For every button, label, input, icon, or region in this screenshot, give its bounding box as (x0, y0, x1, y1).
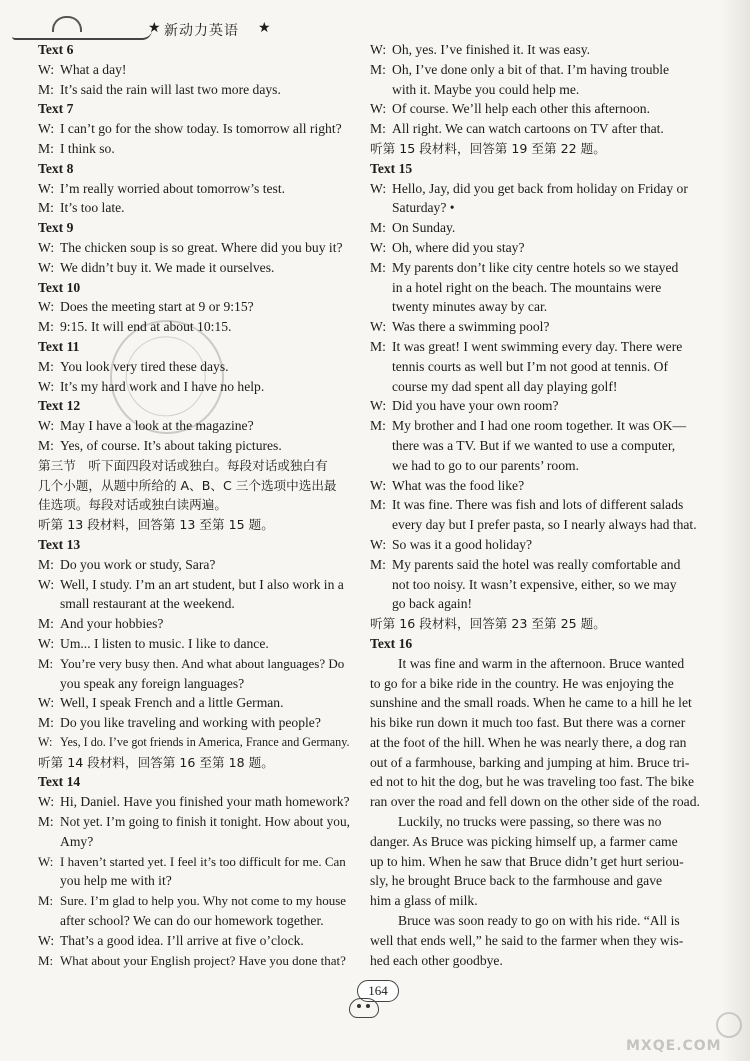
text-line (370, 317, 712, 337)
line-text: Um... I listen to music. I like to dance. (60, 635, 269, 651)
text-line (38, 198, 350, 218)
speaker-label: M: (38, 358, 54, 374)
text-line (38, 832, 350, 852)
text-line (370, 594, 712, 614)
text-line (38, 555, 350, 575)
speaker-label: W: (38, 734, 53, 749)
line-text: to go for a bike ride in the country. He was enjoying the (370, 675, 674, 691)
line-text: Text 8 (38, 160, 74, 176)
speaker-label: M: (370, 556, 386, 572)
line-text: Of course. We’ll help each other this afternoon. (392, 101, 650, 117)
line-text: with it. Maybe you could help me. (392, 81, 580, 97)
text-line (370, 297, 712, 317)
text-heading (38, 159, 350, 179)
text-line (38, 297, 350, 317)
line-text: My parents don’t like city centre hotels so we stayed (392, 259, 679, 275)
text-line (370, 713, 712, 733)
line-text: That’s a good idea. I’ll arrive at five o’clock. (60, 932, 304, 948)
line-text: there was a TV. But if we wanted to use a computer, (392, 437, 676, 453)
page-number-mascot (345, 980, 405, 1020)
text-line (38, 792, 350, 812)
star-icon: ★ (148, 21, 161, 36)
speaker-label: W: (370, 42, 387, 57)
text-line (38, 317, 350, 337)
speaker-label: M: (370, 259, 386, 275)
speaker-label: W: (38, 794, 55, 810)
speaker-label: M: (370, 61, 386, 77)
text-line (370, 891, 712, 911)
speaker-label: W: (38, 121, 55, 137)
line-text: Do you work or study, Sara? (60, 556, 216, 572)
speaker-label: M: (38, 140, 54, 156)
line-text: Sure. I’m glad to help you. Why not come to my house (60, 893, 347, 909)
line-text: What about your English project? Have you done that? (60, 952, 346, 968)
text-line (370, 377, 712, 397)
mascot-icon (349, 998, 379, 1018)
line-text: Did you have your own room? (392, 398, 559, 414)
line-text: All right. We can watch cartoons on TV after that. (392, 121, 664, 137)
section-instruction (370, 139, 712, 159)
section-instruction (370, 614, 712, 634)
text-line (370, 60, 712, 80)
line-text: We didn’t buy it. We made it ourselves. (60, 259, 275, 275)
speaker-label: M: (38, 814, 54, 830)
text-heading (38, 99, 350, 119)
line-text: What a day! (60, 61, 127, 77)
line-text: not too noisy. It wasn’t expensive, either, so we may (392, 576, 677, 592)
text-line (38, 931, 350, 951)
speaker-label: W: (38, 418, 55, 434)
line-text: well that ends well,” he said to the farmer when they wis- (370, 932, 684, 948)
text-heading (370, 159, 712, 179)
line-text: What was the food like? (392, 477, 525, 493)
text-line (38, 179, 350, 199)
text-line (38, 911, 350, 931)
text-line (38, 871, 350, 891)
line-text: So was it a good holiday? (392, 536, 533, 552)
text-line (370, 753, 712, 773)
speaker-label: W: (38, 695, 55, 711)
text-line (38, 891, 350, 911)
text-heading (370, 634, 712, 654)
line-text: Saturday? • (392, 200, 455, 216)
section-instruction (38, 495, 350, 515)
line-text: May I have a look at the magazine? (60, 418, 254, 434)
line-text: Text 6 (38, 42, 74, 57)
line-text: small restaurant at the weekend. (60, 596, 235, 612)
line-text: 几个小题，从题中所给的 A、B、C 三个选项中选出最 (38, 477, 337, 493)
line-text: It’s said the rain will last two more days. (60, 81, 281, 97)
speaker-label: W: (370, 398, 387, 414)
line-text: his bike run down it much too fast. But there was a corner (370, 715, 686, 731)
line-text: Does the meeting start at 9 or 9:15? (60, 299, 254, 315)
line-text: danger. As Bruce was picking himself up, a farmer came (370, 833, 678, 849)
line-text: It was fine and warm in the afternoon. Bruce wanted (398, 655, 685, 671)
line-text: Do you like traveling and working with people? (60, 715, 321, 731)
speaker-label: M: (38, 200, 54, 216)
line-text: in a hotel right on the beach. The mountains were (392, 279, 662, 295)
text-line (38, 713, 350, 733)
text-line (370, 812, 712, 832)
text-line (38, 575, 350, 595)
page-edge (722, 0, 750, 1061)
text-line (370, 792, 712, 812)
text-line (370, 515, 712, 535)
line-text: tennis courts as well but I’m not good at tennis. Of (392, 358, 668, 374)
speaker-label: M: (38, 319, 54, 335)
line-text: hed each other goodbye. (370, 952, 503, 968)
watermark-text: MXQE.COM (626, 1038, 722, 1054)
line-text: Well, I speak French and a little German. (60, 695, 284, 711)
line-text: Text 9 (38, 220, 74, 236)
line-text: Was there a swimming pool? (392, 319, 550, 335)
speaker-label: M: (38, 893, 54, 909)
line-text: I think so. (60, 140, 115, 156)
speaker-label: M: (38, 81, 54, 97)
line-text: My parents said the hotel was really comfortable and (392, 556, 681, 572)
text-line (38, 674, 350, 694)
watermark-logo-icon (716, 1012, 742, 1038)
text-line (370, 495, 712, 515)
text-heading (38, 772, 350, 792)
text-line (370, 99, 712, 119)
speaker-label: M: (38, 655, 54, 671)
speaker-label: W: (38, 61, 55, 77)
speaker-label: W: (38, 932, 55, 948)
text-line (370, 218, 712, 238)
text-line (38, 436, 350, 456)
text-line (370, 258, 712, 278)
text-line (370, 871, 712, 891)
line-text: sunshine and the small roads. When he came to a hill he let (370, 695, 692, 711)
line-text: It’s my hard work and I have no help. (60, 378, 265, 394)
line-text: Text 7 (38, 101, 74, 117)
speaker-label: W: (38, 239, 55, 255)
text-line (38, 80, 350, 100)
section-instruction (38, 753, 350, 773)
line-text: every day but I prefer pasta, so I nearly always had that. (392, 517, 697, 533)
line-text: Hello, Jay, did you get back from holiday on Friday or (392, 180, 688, 196)
star-icon: ★ (258, 21, 271, 36)
speaker-label: M: (370, 220, 386, 236)
text-line (38, 654, 350, 674)
speaker-label: M: (370, 418, 386, 434)
header-decoration-icon (12, 30, 152, 40)
line-text: Bruce was soon ready to go on with his ride. “All is (398, 913, 680, 929)
line-text: I’m really worried about tomorrow’s test. (60, 180, 285, 196)
speaker-label: M: (38, 437, 54, 453)
line-text: It’s too late. (60, 200, 125, 216)
line-text: Text 15 (370, 160, 413, 176)
section-instruction (38, 515, 350, 535)
text-line (38, 634, 350, 654)
line-text: Oh, yes. I’ve finished it. It was easy. (392, 42, 591, 57)
line-text: Text 11 (38, 338, 80, 354)
line-text: you speak any foreign languages? (60, 675, 245, 691)
text-line (370, 555, 712, 575)
text-line (370, 357, 712, 377)
line-text: course my dad spent all day playing golf! (392, 378, 618, 394)
text-line (370, 674, 712, 694)
speaker-label: W: (370, 239, 387, 255)
text-line (38, 614, 350, 634)
book-title: 新动力英语 (164, 23, 239, 39)
text-heading (38, 535, 350, 555)
line-text: Yes, I do. I’ve got friends in America, France and Germany. (60, 734, 350, 749)
text-line (370, 40, 712, 60)
text-line (38, 852, 350, 872)
text-line (38, 951, 350, 971)
speaker-label: W: (38, 299, 55, 315)
text-line (370, 852, 712, 872)
speaker-label: W: (370, 477, 387, 493)
text-line (370, 436, 712, 456)
speaker-label: W: (370, 101, 387, 117)
section-instruction (38, 456, 350, 476)
section-instruction (38, 476, 350, 496)
text-line (370, 416, 712, 436)
line-text: 第三节 听下面四段对话或独白。每段对话或独白有 (38, 457, 328, 473)
line-text: we had to go to our parents’ room. (392, 457, 579, 473)
speaker-label: M: (370, 121, 386, 137)
line-text: Text 14 (38, 774, 81, 790)
text-line (370, 80, 712, 100)
text-line (370, 238, 712, 258)
text-line (370, 198, 712, 218)
line-text: 听第 15 段材料，回答第 19 至第 22 题。 (370, 140, 606, 156)
line-text: go back again! (392, 596, 473, 612)
line-text: Text 16 (370, 635, 413, 651)
line-text: 听第 14 段材料，回答第 16 至第 18 题。 (38, 754, 274, 770)
text-line (38, 238, 350, 258)
speaker-label: M: (370, 497, 386, 513)
line-text: It was great! I went swimming every day. There were (392, 338, 683, 354)
text-line (38, 693, 350, 713)
speaker-label: W: (38, 853, 54, 869)
text-line (370, 911, 712, 931)
speaker-label: M: (370, 338, 386, 354)
speaker-label: W: (370, 536, 387, 552)
line-text: The chicken soup is so great. Where did you buy it? (60, 239, 343, 255)
text-line (38, 119, 350, 139)
speaker-label: W: (38, 576, 55, 592)
line-text: Text 10 (38, 279, 81, 295)
text-line (38, 60, 350, 80)
line-text: at the foot of the hill. When he was nearly there, a dog ran (370, 734, 687, 750)
speaker-label: M: (38, 952, 54, 968)
speaker-label: W: (38, 378, 55, 394)
text-heading (38, 337, 350, 357)
text-line (370, 654, 712, 674)
speaker-label: M: (38, 616, 54, 632)
text-heading (38, 40, 350, 60)
speaker-label: W: (370, 319, 387, 335)
line-text: You’re very busy then. And what about languages? Do (60, 655, 345, 671)
line-text: 听第 16 段材料，回答第 23 至第 25 题。 (370, 616, 606, 632)
text-line (370, 733, 712, 753)
speaker-label: M: (38, 556, 54, 572)
line-text: after school? We can do our homework together. (60, 913, 324, 929)
text-line (370, 476, 712, 496)
line-text: And your hobbies? (60, 616, 164, 632)
speaker-label: W: (38, 259, 55, 275)
text-heading (38, 278, 350, 298)
line-text: Well, I study. I’m an art student, but I also work in a (60, 576, 344, 592)
text-line (38, 416, 350, 436)
line-text: 9:15. It will end at about 10:15. (60, 319, 232, 335)
text-line (370, 931, 712, 951)
line-text: Luckily, no trucks were passing, so there was no (398, 814, 662, 830)
text-line (370, 119, 712, 139)
line-text: 佳选项。每段对话或独白读两遍。 (38, 497, 227, 513)
speaker-label: M: (38, 715, 54, 731)
line-text: Oh, I’ve done only a bit of that. I’m having trouble (392, 61, 670, 77)
text-line (38, 594, 350, 614)
speaker-label: W: (370, 180, 387, 196)
text-line (38, 357, 350, 377)
text-line (370, 179, 712, 199)
right-column (370, 40, 712, 970)
line-text: I can’t go for the show today. Is tomorrow all right? (60, 121, 342, 137)
text-line (370, 456, 712, 476)
text-line (370, 832, 712, 852)
line-text: Text 12 (38, 398, 81, 414)
text-line (370, 575, 712, 595)
watermark (620, 1010, 750, 1058)
line-text: On Sunday. (392, 220, 456, 236)
line-text: 听第 13 段材料，回答第 13 至第 15 题。 (38, 517, 274, 533)
text-line (370, 278, 712, 298)
line-text: You look very tired these days. (60, 358, 229, 374)
line-text: Oh, where did you stay? (392, 239, 525, 255)
line-text: up to him. When he saw that Bruce didn’t get hurt seriou- (370, 853, 684, 869)
line-text: Hi, Daniel. Have you finished your math homework? (60, 794, 350, 810)
line-text: you help me with it? (60, 873, 172, 889)
line-text: twenty minutes away by car. (392, 299, 548, 315)
line-text: Amy? (60, 833, 94, 849)
text-line (370, 337, 712, 357)
left-column (38, 40, 350, 970)
text-line (38, 812, 350, 832)
line-text: Yes, of course. It’s about taking pictures. (60, 437, 282, 453)
text-line (38, 377, 350, 397)
line-text: I haven’t started yet. I feel it’s too difficult for me. Can (60, 853, 346, 869)
line-text: ed not to hit the dog, but he was traveling too fast. The bike (370, 774, 695, 790)
text-heading (38, 218, 350, 238)
text-line (370, 772, 712, 792)
line-text: Text 13 (38, 536, 81, 552)
speaker-label: W: (38, 180, 55, 196)
text-line (370, 951, 712, 971)
text-line (38, 733, 350, 753)
line-text: sly, he brought Bruce back to the farmhouse and gave (370, 873, 663, 889)
text-line (38, 139, 350, 159)
text-line (38, 258, 350, 278)
text-line (370, 396, 712, 416)
speaker-label: W: (38, 635, 55, 651)
line-text: My brother and I had one room together. It was OK— (392, 418, 687, 434)
line-text: Not yet. I’m going to finish it tonight. How about you, (60, 814, 350, 830)
text-heading (38, 396, 350, 416)
page-number: 164 (357, 980, 399, 1002)
line-text: ran over the road and fell down on the other side of the road. (370, 794, 700, 810)
text-line (370, 535, 712, 555)
text-line (370, 693, 712, 713)
line-text: out of a farmhouse, barking and jumping at him. Bruce tri- (370, 754, 690, 770)
line-text: It was fine. There was fish and lots of different salads (392, 497, 684, 513)
line-text: him a glass of milk. (370, 893, 478, 909)
